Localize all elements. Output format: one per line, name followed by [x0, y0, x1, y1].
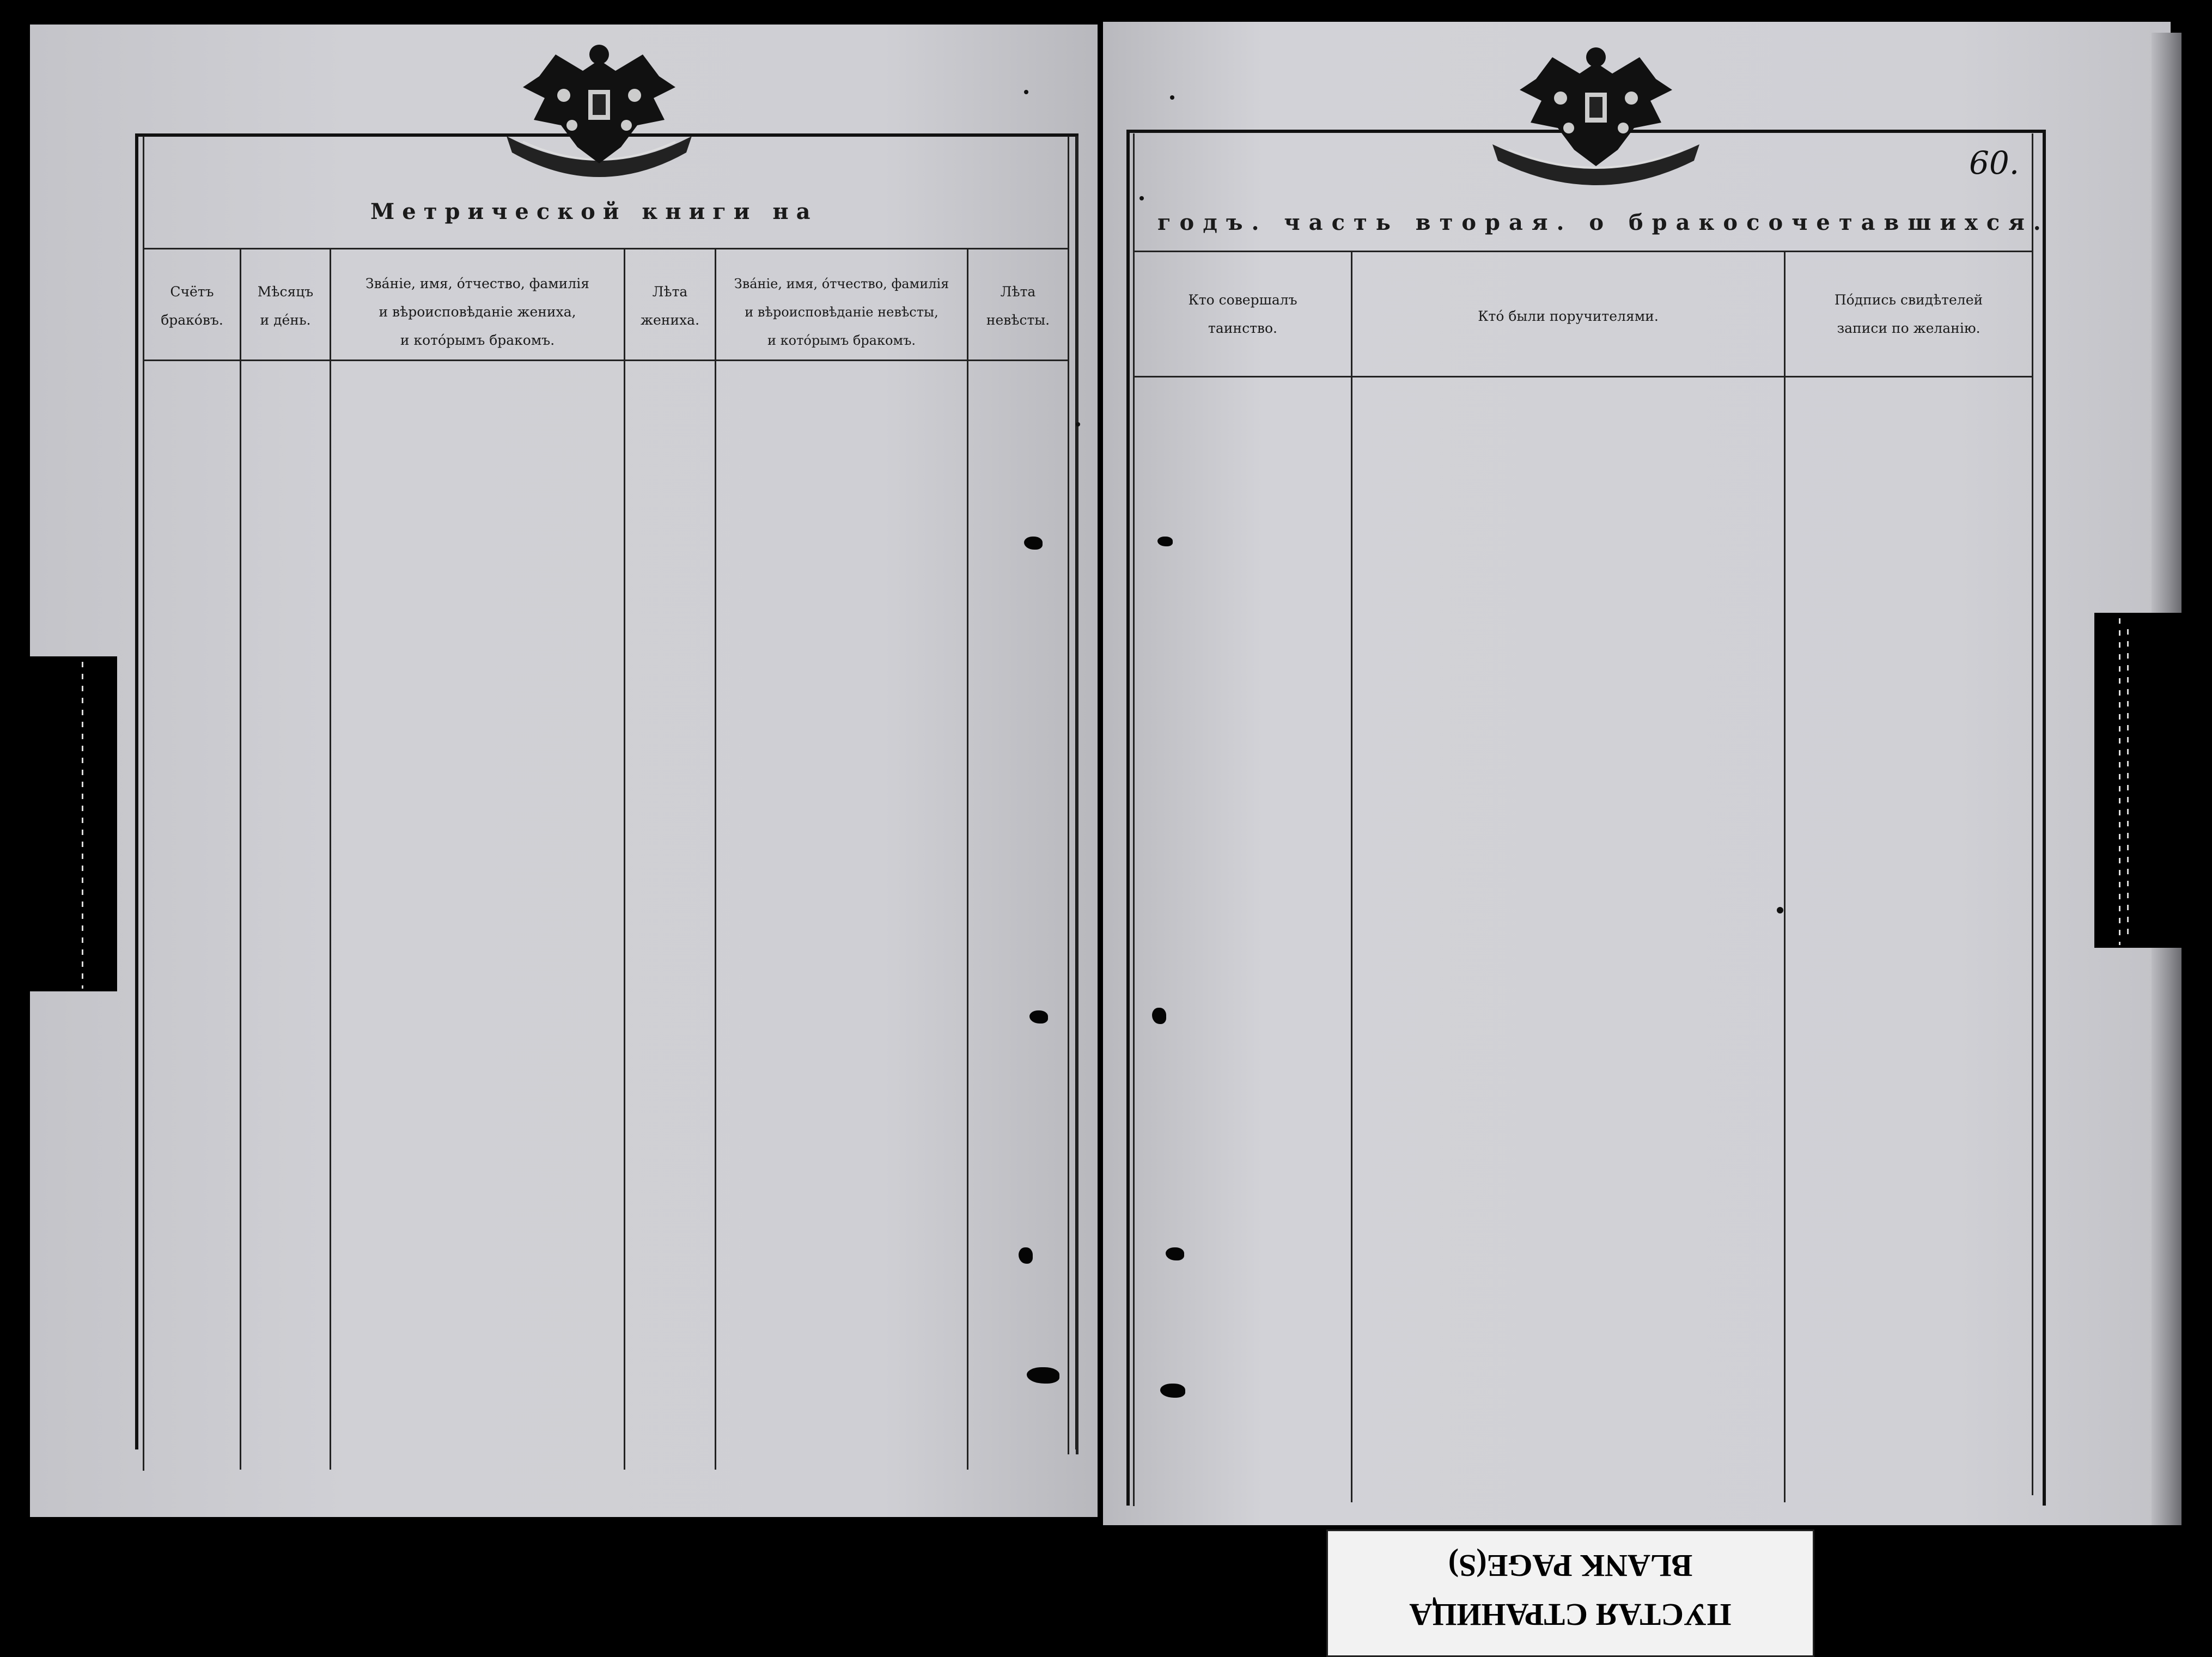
left-heading: Метрической книги на — [370, 199, 818, 224]
page-number: 60. — [1969, 144, 2020, 181]
left-index-tab — [0, 656, 117, 991]
column-guarantors: Ктó были поручителями. — [1478, 308, 1659, 324]
column-bride-age: Лѣта невѣсты. — [986, 284, 1050, 328]
column-bride-details: Звáніе, имя, óтчество, фамилія и вѣроисповѣданіе невѣсты, и котóрымъ бракомъ. — [734, 276, 949, 348]
right-index-tab — [2094, 613, 2212, 948]
column-groom-age: Лѣта жениха. — [640, 284, 700, 328]
column-witness-signatures: Пóдпись свидѣтелей записи по желанію. — [1834, 292, 1983, 336]
imperial-eagle-emblem-left — [490, 38, 708, 191]
imperial-eagle-emblem-right — [1482, 41, 1710, 199]
column-marriage-number: Счётъ бракóвъ. — [161, 284, 223, 328]
column-officiant: Кто совершалъ таинство. — [1188, 292, 1297, 336]
right-heading: годъ. часть вторая. о бракосочетавшихся. — [1157, 210, 2050, 235]
column-groom-details: Звáніе, имя, óтчество, фамилія и вѣроисповѣданіе жениха, и котóрымъ бракомъ. — [365, 276, 589, 348]
blank-pages-stamp: BLANK PAGE(S) ПУСТАЯ СТРАНИЦА — [1326, 1530, 1814, 1657]
column-month-day: Мѣсяцъ и дéнь. — [257, 284, 314, 328]
